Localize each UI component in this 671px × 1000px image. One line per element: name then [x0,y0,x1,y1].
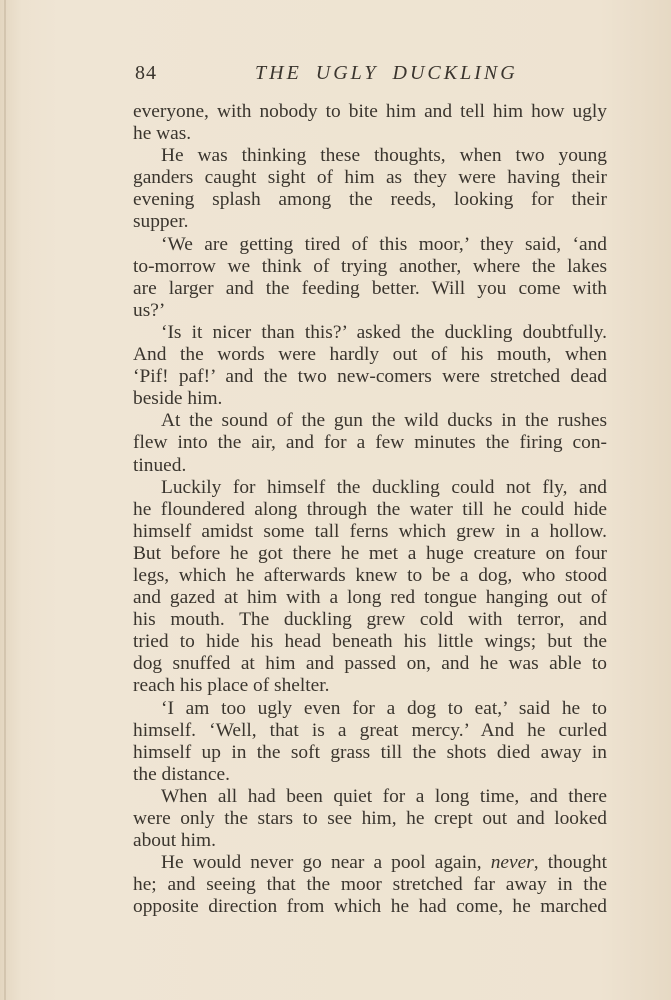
text-line: ‘Pif! paf!’ and the two new-comers were stretched dead [133,366,607,388]
text-line: dog snuffed at him and passed on, and he was able to [133,653,607,675]
text-line: he; and seeing that the moor stretched far away in the [133,874,607,896]
text-line: reach his place of shelter. [133,675,330,697]
text-line: are larger and the feeding better. Will you come with [133,277,607,299]
text-line: about him. [133,830,216,852]
running-title: THE UGLY DUCKLING [255,62,518,84]
italic-word: never [490,852,534,874]
text-fragment: , thought [533,852,607,874]
text-line: he floundered along through the water till he could hide [133,498,607,520]
text-line: himself amidst some tall ferns which grew in a hollow. [133,520,607,542]
text-line: tried to hide his head beneath his little wings; but the [133,631,607,653]
text-line: supper. [133,211,189,233]
text-line: to-morrow we think of trying another, where the lakes [133,255,607,277]
page-gutter [4,0,6,1000]
text-line: himself. ‘Well, that is a great mercy.’ And he curled [133,719,607,741]
text-line: were only the stars to see him, he crept out and looked [133,808,607,829]
text-line: evening splash among the reeds, looking for their [133,189,607,211]
text-line: his mouth. The duckling grew cold with terror, and [133,609,607,631]
text-line: Luckily for himself the duckling could not fly, and [161,476,607,498]
page-header [135,62,605,92]
text-line: But before he got there he met a huge creature on four [133,542,607,564]
text-line: At the sound of the gun the wild ducks in the rushes [161,410,607,432]
page-number: 84 [135,62,157,84]
text-line: tinued. [133,454,187,476]
text-line: beside him. [133,388,223,410]
text-line: And the words were hardly out of his mouth, when [133,344,607,366]
text-line: and gazed at him with a long red tongue hanging out of [133,587,607,609]
text-line: When all had been quiet for a long time, and there [161,785,607,807]
text-line: the distance. [133,763,230,785]
text-line: ganders caught sight of him as they were having their [133,167,607,189]
text-line: everyone, with nobody to bite him and tell him how ugly [133,101,607,122]
text-fragment: He would never go near a pool again, [161,852,482,874]
text-line: legs, which he afterwards knew to be a dog, who stood [133,564,607,586]
text-line: ‘Is it nicer than this?’ asked the duckling doubtfully. [161,321,607,343]
text-line [133,852,607,874]
text-line: opposite direction from which he had come, he marched [133,896,607,918]
text-line: He was thinking these thoughts, when two young [161,145,607,167]
text-line: he was. [133,123,192,145]
text-line: ‘We are getting tired of this moor,’ they said, ‘and [161,233,607,255]
body-text [133,101,607,918]
text-line: himself up in the soft grass till the shots died away in [133,741,607,763]
text-line: us?’ [133,299,166,321]
text-line: ‘I am too ugly even for a dog to eat,’ said he to [161,697,607,719]
text-line: flew into the air, and for a few minutes the firing con- [133,432,607,454]
